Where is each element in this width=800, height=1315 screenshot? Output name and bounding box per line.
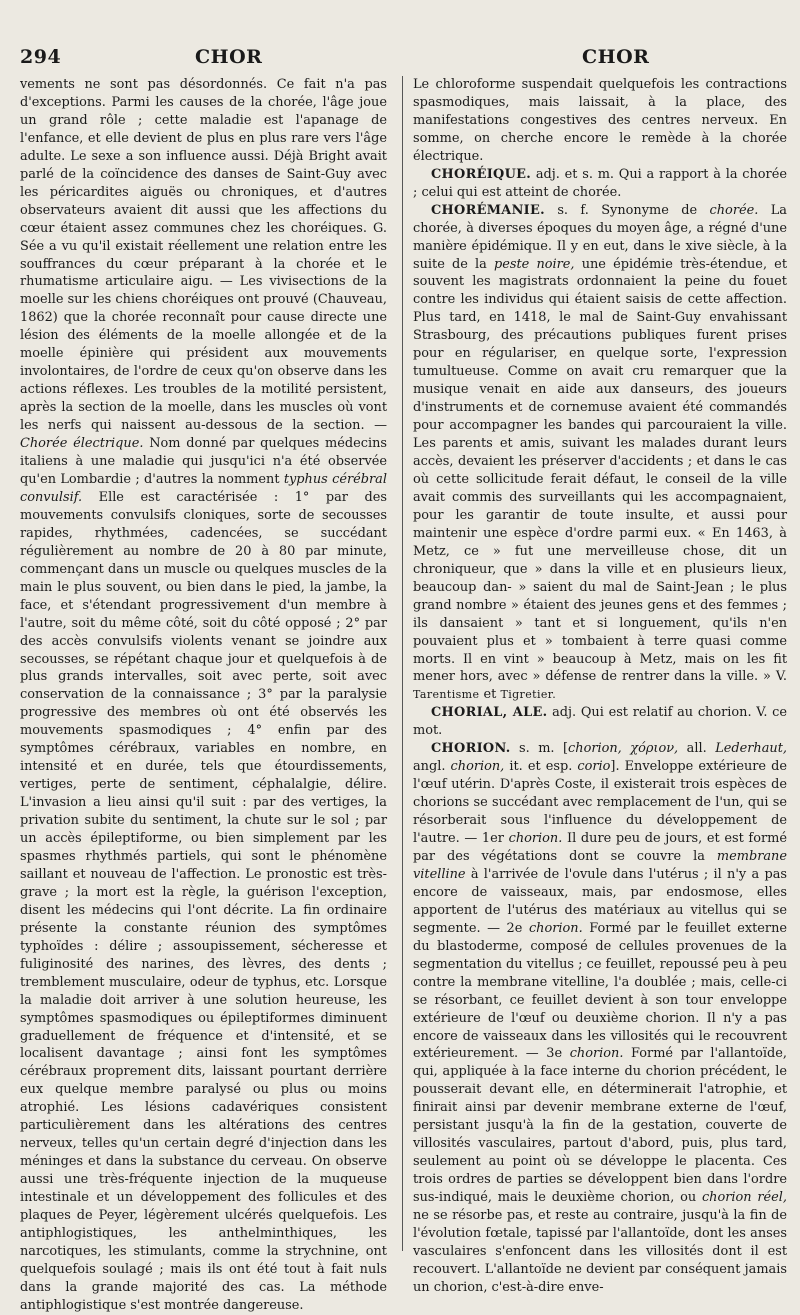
entry-chorial xyxy=(413,704,787,740)
chorea-text-1: vements ne sont pas désordonnés. Ce fait n'a pas d'exceptions. Parmi les causes de la chorée, l'âge joue un grand rôle ; cette maladie est l'apanage de l'enfance, et elle devient de plus en plus rare vers l'âge adulte. Le sexe a son influence aussi. Déjà Bright avait parlé de la coïncidence des danses de Saint-Guy avec les péricardites aiguës ou chroniques, et d'autres observateurs avaient dit aussi que les affections du cœur étaient assez communes chez les choréiques. G. Sée a vu qu'il existait réellement une relation entre les souffrances du cœur préparant à la chorée et le rhumatisme articulaire aigu. — Les vivisections de la moelle sur les chiens choréiques ont prouvé (Chauveau, 1862) que la chorée reconnaît pour cause directe une lésion des éléments de la moelle allongée et de la moelle épinière qui président aux mouvements involontaires, de l'ordre de ceux qu'on observe dans les actions réflexes. Les troubles de la motilité persistent, après la section de la moelle, dans les muscles où vont les nerfs qui naissent au-dessous de la section. — xyxy=(20,77,387,434)
chorion-text-d: it. et esp. xyxy=(509,759,573,775)
chorea-continued-paragraph xyxy=(20,76,387,1315)
chorion-text-c: angl. xyxy=(413,759,446,775)
running-head-left: CHOR xyxy=(195,46,263,68)
chorion-text-g: à l'arrivée de l'ovule dans l'utérus ; il n'y a pas encore de vaisseaux, mais, par endosmose, elles apportent de l'utérus des matériaux au vitellus qui se segmente. — 2e xyxy=(413,866,787,936)
running-head-right: CHOR xyxy=(582,46,650,68)
chorion-text-a: s. m. [ xyxy=(519,741,569,757)
chorea-text-3: Elle est caractérisée : 1° par des mouvements convulsifs cloniques, sorte de secousses rapides, rhythmées, cadencées, se succédant régulièrement au nombre de 20 à 80 par minute, commençant dans un muscle ou quelques muscles de la main le plus souvent, ou bien dans le pied, la jambe, la face, et s'étendant progressivement d'un membre à l'autre, soit du même côté, soit du côté opposé ; 2° par des accès convulsifs violents venant se joindre aux secousses, se répétant chaque jour et quelquefois à de plus grands intervalles, soit avec perte, soit avec conservation de la connaissance ; 3° par la paralysie progressive des membres où ont été observés les mouvements spasmodiques ; 4° enfin par des symptômes cérébraux, variables en nombre, en intensité et en durée, tels que étourdissements, vertiges, perte de sentiment, céphalalgie, délire. L'invasion a lieu ainsi qu'il suit : par des vertiges, la privation subite du sentiment, la chute sur le sol ; par un accès épileptiforme, ou bien simplement par les spasmes rhythmés partiels, qui sont le phénomène saillant et nouveau de l'affection. Le pronostic est très-grave ; la mort est la règle, la guérison l'exception, disent les médecins qui l'ont décrite. La fin ordinaire présente la constante réunion des symptômes typhoïdes : délire ; assoupissement, sécheresse et fuliginosité des narines, des lèvres, des dents ; tremblement musculaire, odeur de typhus, etc. Lorsque la maladie doit arriver à une solution heureuse, les symptômes spasmodiques ou épileptiformes diminuent graduellement de fréquence et d'intensité, et se localisent davantage ; ainsi font les symptômes cérébraux proprement dits, laissant pourtant derrière eux quelque membre paralysé ou plus ou moins atrophié. Les lésions cadavériques consistent particulièrement dans les altérations des centres nerveux, telles qu'un certain degré d'injection dans les méninges et dans la substance du cerveau. On observe aussi une très-fréquente injection de la muqueuse intestinale et un développement des follicules et des plaques de Peyer, légèrement ulcérés quelquefois. Les antiphlogistiques, les anthelminthiques, les narcotiques, les stimulants, comme la strychnine, ont quelquefois soulagé ; mais ils ont été tout à fait nuls dans la grande majorité des cas. La méthode antiphlogistique s'est montrée dangereuse. xyxy=(20,489,387,1313)
chorion-first-term: chorion. xyxy=(508,831,563,847)
chorion-text-f: Il dure peu de jours, et est formé par des végétations dont se couvre la xyxy=(413,831,787,864)
chorion-italian-term: corio xyxy=(577,759,611,775)
right-column xyxy=(413,76,787,1297)
left-column xyxy=(20,76,387,1315)
choremanie-text-1: s. f. Synonyme de xyxy=(557,202,698,218)
entry-choremanie xyxy=(413,202,787,705)
headword-chorial: CHORIAL, ALE. xyxy=(431,705,548,721)
cross-ref-tarentisme: Tarentisme xyxy=(413,688,480,702)
typhus-term: typhus cérébral convulsif. xyxy=(20,471,387,505)
entry-choreique xyxy=(413,166,787,202)
membrane-vitelline-term: membrane vitelline xyxy=(413,848,787,882)
page-number: 294 xyxy=(20,46,62,68)
chorion-text-h: Formé par le feuillet externe du blastoderme, composé de cellules provenues de la segmentation du vitellus ; ce feuillet, repoussé peu à peu contre la membrane vitelline, l'a doublée ; mais, celle-ci se résorbant, ce feuillet devient à son tour enveloppe extérieure de l'œuf ou deuxième chorion. Il n'y a pas encore de vaisseaux dans les villosités qui le recouvrent extérieurement. — 3e xyxy=(413,920,787,1062)
definition-chorial: adj. Qui est relatif au chorion. V. ce mot. xyxy=(413,705,787,739)
chorion-text-b: all. xyxy=(686,741,707,757)
chorea-conclusion-text: Le chloroforme suspendait quelquefois les contractions spasmodiques, mais laissait, à la place, des manifestations congestives des centres nerveux. En somme, on cherche encore le remède à la chorée électrique. xyxy=(413,77,787,164)
headword-chorion: CHORION. xyxy=(431,741,511,757)
chorion-reel-term: chorion réel, xyxy=(701,1190,787,1206)
chorion-second-term: chorion. xyxy=(528,920,583,936)
definition-choreique: adj. et s. m. Qui a rapport à la chorée ; celui qui est atteint de chorée. xyxy=(413,166,787,200)
entry-chorion xyxy=(413,740,787,1297)
chorion-text-j: ne se résorbe pas, et reste au contraire, jusqu'à la fin de l'évolution fœtale, tapissé par l'allantoïde, dont les anses vasculaires s'enfoncent dans les villosités dont il est recouvert. L'allantoïde ne devient par conséquent jamais un chorion, c'est-à-dire enve- xyxy=(413,1208,787,1295)
chorion-third-term: chorion. xyxy=(569,1046,624,1062)
chorea-conclusion-paragraph xyxy=(413,76,787,166)
chorea-electric-term: Chorée électrique. xyxy=(20,436,144,452)
page-header xyxy=(20,46,786,70)
chorion-text-e: ]. Enveloppe extérieure de l'œuf utérin. D'après Coste, il existerait trois espèces de chorions se succédant avec remplacement de l'un, qui se résorberait sous l'influence du développement de l'autre. — 1er xyxy=(413,759,787,847)
chorion-text-i: Formé par l'allantoïde, qui, appliquée à la face interne du chorion précédent, le pousserait devant elle, en déterminerait l'atrophie, et finirait ainsi par devenir membrane externe de l'œuf, persistant jusqu'à la fin de la gestation, couverte de villosités vasculaires, partout d'abord, puis, plus tard, seulement au point où se développe le placenta. Ces trois ordres de parties se développent bien dans l'ordre sus-indiqué, mais le deuxième chorion, ou xyxy=(413,1046,787,1206)
peste-noire-term: peste noire, xyxy=(494,256,575,272)
choremanie-text-3: une épidémie très-étendue, et souvent les magistrats ordonnaient la peine du fouet contre les individus qui étaient saisis de cette affection. Plus tard, en 1418, le mal de Saint-Guy envahissant Strasbourg, des précautions publiques furent prises pour en régulariser, en quelque sorte, l'expression tumultueuse. Comme on avait cru remarquer que la musique venait en aide aux danseurs, des joueurs d'instruments et de cornemuse avaient été commandés pour accompagner les bandes qui parcouraient la ville. Les parents et amis, suivant les malades durant leurs accès, devaient les préserver d'accidents ; et dans le cas où cette sollicitude ferait défaut, le conseil de la ville avait commis des surveillants qui les accompagnaient, pour les garantir de toute insulte, et aussi pour maintenir une espèce d'ordre parmi eux. « En 1463, à Metz, ce » fut une merveilleuse chose, dit un chroniqueur, que » dans la ville et en plusieurs lieux, beaucoup dan- » saient du mal de Saint-Jean ; le plus grand nombre » étaient des jeunes gens et des femmes ; ils dansaient » tant et si longuement, qu'ils n'en pouvaient plus et » tombaient à terre quasi comme morts. Il en vint » beaucoup à Metz, mais on les fit mener hors, avec » défense de rentrer dans la ville. » V. xyxy=(413,256,787,685)
choremanie-and: et xyxy=(483,687,497,703)
chorion-english-term: chorion, xyxy=(450,759,505,775)
chorion-german-term: Lederhaut, xyxy=(715,741,788,757)
chorea-text-2: Nom donné par quelques médecins italiens à une maladie qui jusqu'ici n'a été observée qu'en Lombardie ; d'autres la nomment xyxy=(20,436,387,487)
chorion-etymology-term: chorion, χόριον, xyxy=(568,741,679,757)
choremanie-chore-term: chorée. xyxy=(709,202,759,218)
cross-ref-tigretier: Tigretier. xyxy=(500,688,557,702)
choremanie-text-2: La chorée, à diverses époques du moyen âge, a régné d'une manière épidémique. Il y en eut, dans le xive siècle, à la suite de la xyxy=(413,202,787,272)
headword-choremanie: CHORÉMANIE. xyxy=(431,202,545,218)
column-divider xyxy=(402,76,403,1251)
headword-choreique: CHORÉIQUE. xyxy=(431,166,532,182)
